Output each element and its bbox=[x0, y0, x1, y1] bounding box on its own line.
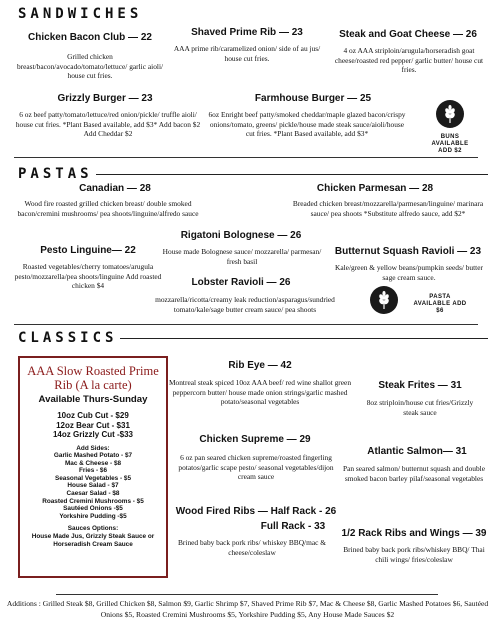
classics-rule bbox=[120, 338, 488, 339]
menu-item-name: Canadian — 28 bbox=[79, 183, 151, 194]
additions-footer: Additions : Grilled Steak $8, Grilled Chicken $8, Salmon $9, Garlic Shrimp $7, Shaved Prime Rib $7, Mac & Cheese $8, Garlic Mashed Potatoes $6, Sautéed Onions $5, Roasted Cremini Mushrooms $5, Yorkshire Pudding $5, Any House Made Sauces $2 bbox=[6, 599, 489, 619]
menu-item-name: Wood Fired Ribs — Half Rack - 26 bbox=[175, 506, 337, 517]
menu-item-desc: 6 oz pan seared chicken supreme/roasted fingerling potatos/garlic scape pesto/ seasonal vegetables/dijon cream sauce bbox=[178, 453, 334, 482]
sandwiches-heading: SANDWICHES bbox=[18, 6, 143, 22]
side-option: Caesar Salad - $8 bbox=[66, 490, 120, 498]
sides-heading: Add Sides: bbox=[76, 444, 110, 452]
prime-rib-title: AAA Slow Roasted Prime Rib (A la carte) bbox=[27, 364, 159, 392]
menu-item-name: Steak Frites — 31 bbox=[378, 380, 462, 391]
wheat-icon bbox=[436, 100, 464, 128]
menu-item-name: 1/2 Rack Ribs and Wings — 39 bbox=[341, 528, 487, 539]
menu-item-name: Shaved Prime Rib — 23 bbox=[191, 27, 303, 38]
divider bbox=[14, 157, 478, 158]
menu-item-desc: Brined baby back pork ribs/whiskey BBQ/ Thai chili wings/ fries/coleslaw bbox=[343, 545, 485, 564]
menu-item-desc: Wood fire roasted grilled chicken breast/ double smoked bacon/cremini mushrooms/ pea shoots/linguine/alfredo sauce bbox=[17, 199, 199, 218]
menu-item-desc: 6oz Enright beef patty/smoked cheddar/maple glazed bacon/crispy onions/tomato, greens/ pickle/house made steak sauce/aioli/house cut fries. *Plant Based available, add $3* bbox=[208, 110, 406, 139]
menu-item-desc: House made Bolognese sauce/ mozzarella/ parmesan/ fresh basil bbox=[162, 247, 322, 266]
side-option: Seasonal Vegetables - $5 bbox=[54, 474, 132, 482]
menu-item-desc: Kale/green & yellow beans/pumpkin seeds/ butter sage cream sauce. bbox=[335, 263, 483, 282]
menu-item-name: Butternut Squash Ravioli — 23 bbox=[334, 246, 482, 257]
side-option: Sautéed Onions -$5 bbox=[63, 505, 123, 513]
menu-item-name: Rib Eye — 42 bbox=[228, 360, 292, 371]
divider bbox=[56, 594, 438, 595]
menu-item-desc: 4 oz AAA striploin/arugula/horseradish goat cheese/roasted red pepper/ garlic butter/ house cut fries. bbox=[334, 46, 484, 75]
menu-item-name: Grizzly Burger — 23 bbox=[57, 93, 153, 104]
menu-item-name: Chicken Supreme — 29 bbox=[199, 434, 311, 445]
prime-rib-availability: Available Thurs-Sunday bbox=[38, 394, 148, 405]
menu-item-name: Lobster Ravioli — 26 bbox=[191, 277, 291, 288]
side-option: Roasted Cremini Mushrooms - $5 bbox=[42, 497, 144, 505]
side-option: House Salad - $7 bbox=[67, 482, 119, 490]
menu-item-desc: Pan seared salmon/ butternut squash and double smoked bacon barley pilaf/seasonal vegetables bbox=[342, 464, 486, 483]
side-option: Yorkshire Pudding -$5 bbox=[59, 512, 127, 520]
menu-item-desc: Brined baby back pork ribs/ whiskey BBQ/mac & cheese/coleslaw bbox=[178, 538, 326, 557]
menu-item-name: Pesto Linguine— 22 bbox=[40, 245, 136, 256]
menu-item-desc: mozzarella/ricotta/creamy leak reduction/asparagus/sundried tomato/kale/sage butter cream sauce/ pea shoots bbox=[155, 295, 335, 314]
menu-item-desc: Roasted vegetables/cherry tomatoes/arugula pesto/mozzarella/pea shoots/linguine Add roasted chicken $4 bbox=[14, 262, 162, 291]
side-option: Garlic Mashed Potato - $7 bbox=[53, 452, 133, 460]
menu-item-name: Steak and Goat Cheese — 26 bbox=[339, 29, 477, 40]
side-option: Mac & Cheese - $8 bbox=[64, 459, 122, 467]
cut-option: 12oz Bear Cut - $31 bbox=[56, 420, 130, 430]
menu-item-name: Chicken Parmesan — 28 bbox=[316, 183, 434, 194]
menu-item-desc: 8oz striploin/house cut fries/Grizzly steak sauce bbox=[366, 398, 474, 417]
side-option: Fries - $6 bbox=[78, 467, 108, 475]
menu-item-desc: Breaded chicken breast/mozzarella/parmesan/linguine/ marinara sauce/ pea shoots *Substitute alfredo sauce, add $2* bbox=[292, 199, 484, 218]
buns-note: BUNS AVAILABLE ADD $2 bbox=[431, 134, 469, 154]
menu-item-name-alt: Full Rack - 33 bbox=[260, 521, 326, 532]
menu-item-desc: 6 oz beef patty/tomato/lettuce/red onion/pickle/ truffle aioli/ house cut fries. *Plant Based available, add $3* Add bacon $2 Add Cheddar $2 bbox=[15, 110, 201, 139]
classics-heading: CLASSICS bbox=[18, 330, 118, 346]
pastas-heading: PASTAS bbox=[18, 166, 93, 182]
wheat-icon bbox=[370, 286, 398, 314]
cut-option: 14oz Grizzly Cut -$33 bbox=[52, 430, 134, 439]
prime-rib-feature-box bbox=[18, 356, 168, 578]
menu-item-name: Atlantic Salmon— 31 bbox=[367, 446, 467, 457]
pasta-note: PASTA AVAILABLE ADD $6 bbox=[413, 294, 467, 314]
sauce-options: House Made Jus, Grizzly Steak Sauce or Horseradish Cream Sauce bbox=[31, 533, 155, 548]
menu-item-desc: AAA prime rib/caramelized onion/ side of au jus/ house cut fries. bbox=[173, 44, 321, 63]
divider bbox=[14, 324, 478, 325]
sauces-heading: Sauces Options: bbox=[67, 525, 119, 533]
pastas-rule bbox=[96, 174, 488, 175]
menu-item-desc: Grilled chicken breast/bacon/avocado/tomato/lettuce/ garlic aioli/ house cut fries. bbox=[16, 52, 164, 81]
menu-item-name: Chicken Bacon Club — 22 bbox=[28, 32, 152, 43]
menu-item-desc: Montreal steak spiced 10oz AAA beef/ red wine shallot green peppercorn butter/ house made onion strings/garlic mashed potato/seasonal vegetables bbox=[168, 378, 352, 407]
menu-item-name: Farmhouse Burger — 25 bbox=[254, 93, 372, 104]
cut-option: 10oz Cub Cut - $29 bbox=[57, 411, 129, 420]
menu-item-name: Rigatoni Bolognese — 26 bbox=[180, 230, 302, 241]
